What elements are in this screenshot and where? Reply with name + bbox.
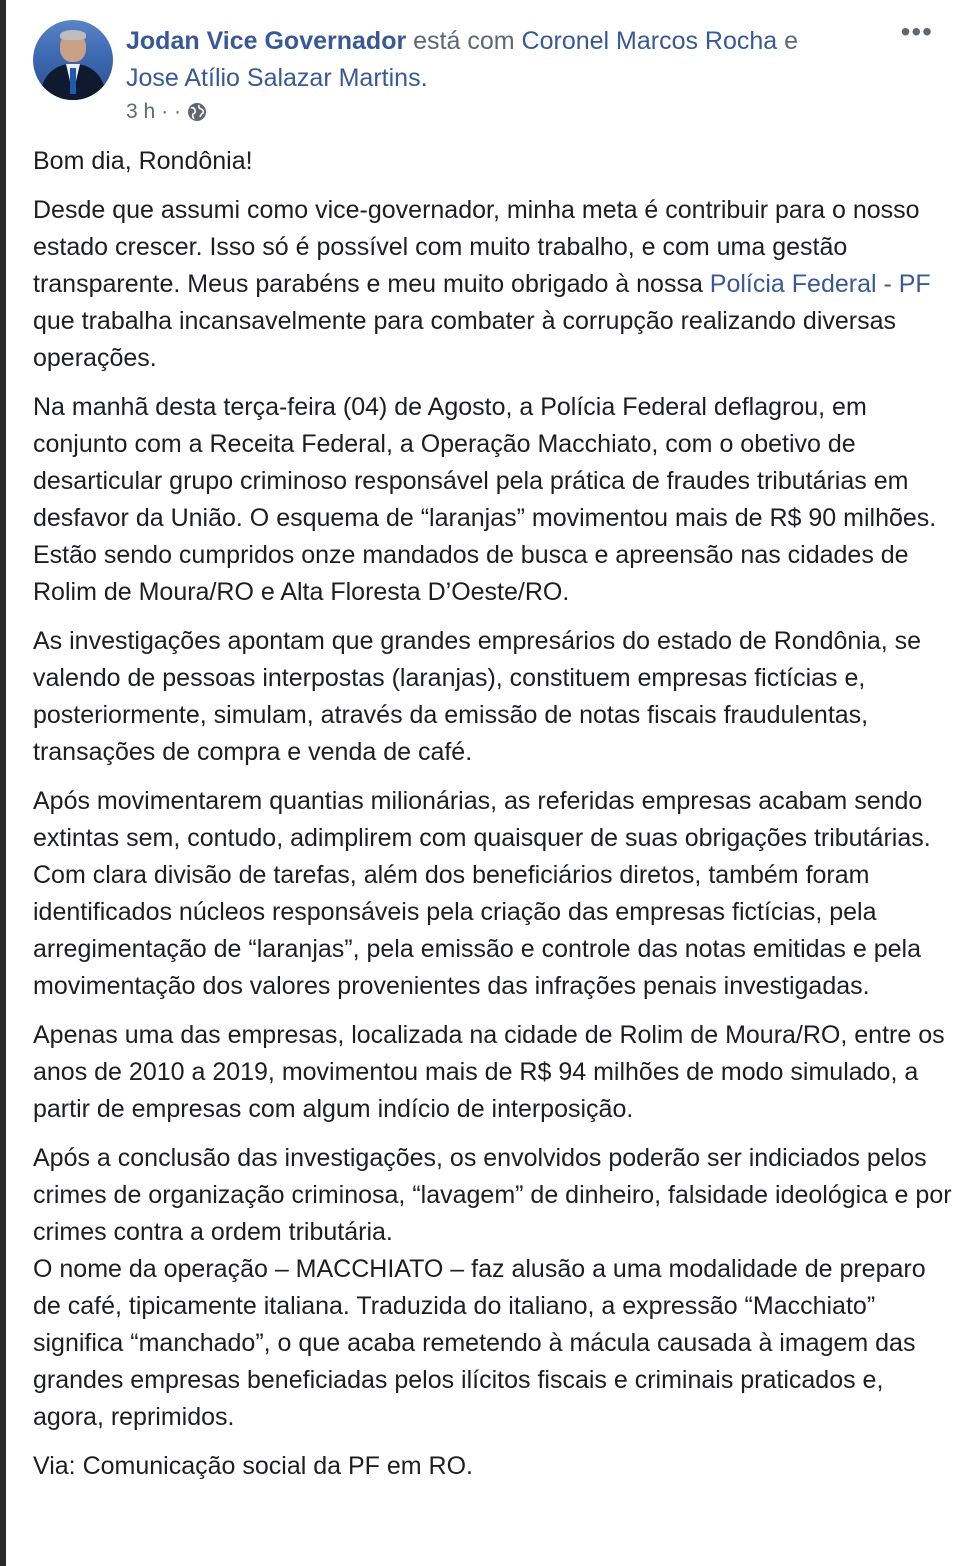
post-header (33, 18, 933, 133)
paragraph-investigation: As investigações apontam que grandes empresários do estado de Rondônia, se valendo de pessoas interpostas (laranjas), constituem empresas fictícias e, posteriormente, simulam, através da emissão de notas fiscais fraudulentas, transações de compra e venda de café. (33, 627, 922, 766)
page-link-policia-federal[interactable]: Polícia Federal - PF (709, 270, 931, 298)
companies-text-2: Com clara divisão de tarefas, além dos beneficiários diretos, também foram identificados núcleos responsáveis pela criação das empresas fictícias, pela arregimentação de “laranjas”, pela emissão e controle das notas emitidas e pela movimentação dos valores provenientes das infrações penais investigadas. (33, 861, 921, 1000)
paragraph-source: Via: Comunicação social da PF em RO. (33, 1452, 474, 1480)
post-author-line (126, 23, 926, 97)
avatar-tie (70, 68, 76, 94)
intro-text-end: que trabalha incansavelmente para combater à corrupção realizando diversas operações. (33, 307, 897, 372)
post-meta (126, 100, 207, 124)
post-body (33, 143, 958, 1497)
intro-text: Desde que assumi como vice-governador, minha meta é contribuir para o nosso estado crescer. Isso só é possível com muito trabalho, e com uma gestão transparente. Meus parabéns e meu muito obrigado à nossa (33, 196, 920, 298)
globe-icon (187, 102, 207, 122)
meta-separator: · · (161, 100, 182, 123)
paragraph-single-company: Apenas uma das empresas, localizada na cidade de Rolim de Moura/RO, entre os anos de 2010 a 2019, movimentou mais de R$ 94 milhões de modo simulado, a partir de empresas com algum indício de interposição. (33, 1021, 945, 1123)
author-name-link[interactable]: Jodan Vice Governador (126, 27, 407, 55)
conclusion-text-2: O nome da operação – MACCHIATO – faz alusão a uma modalidade de preparo de café, tipicamente italiana. Traduzida do italiano, a expressão “Macchiato” significa “manchado”, o que acaba remetendo à mácula causada à imagem das grandes empresas beneficiadas pelos ilícitos fiscais e criminais praticados e, agora, reprimidos. (33, 1255, 926, 1431)
paragraph-companies (33, 783, 958, 1005)
avatar-hair (60, 30, 86, 40)
and-text: e (777, 27, 799, 55)
paragraph-intro (33, 192, 958, 377)
companies-text-1: Após movimentarem quantias milionárias, as referidas empresas acabam sendo extintas sem, contudo, adimplirem com quaisquer de suas obrigações tributárias. (33, 787, 931, 852)
tagged-user-link-2[interactable]: Jose Atílio Salazar Martins. (126, 64, 428, 92)
paragraph-greeting: Bom dia, Rondônia! (33, 147, 253, 175)
conclusion-text-1: Após a conclusão das investigações, os envolvidos poderão ser indiciados pelos crimes de organização criminosa, “lavagem” de dinheiro, falsidade ideológica e por crimes contra a ordem tributária. (33, 1144, 952, 1246)
paragraph-operation: Na manhã desta terça-feira (04) de Agosto, a Polícia Federal deflagrou, em conjunto com a Receita Federal, a Operação Macchiato, com o obetivo de desarticular grupo criminoso responsável pela prática de fraudes tributárias em desfavor da União. O esquema de “laranjas” movimentou mais de R$ 90 milhões. Estão sendo cumpridos onze mandados de busca e apreensão nas cidades de Rolim de Moura/RO e Alta Floresta D’Oeste/RO. (33, 393, 937, 606)
paragraph-conclusion (33, 1140, 958, 1436)
with-text: está com (406, 27, 522, 55)
more-options-icon[interactable]: ••• (900, 16, 933, 47)
author-avatar[interactable] (33, 20, 113, 100)
tagged-user-link-1[interactable]: Coronel Marcos Rocha (521, 27, 778, 55)
post-timestamp[interactable]: 3 h (126, 100, 156, 123)
